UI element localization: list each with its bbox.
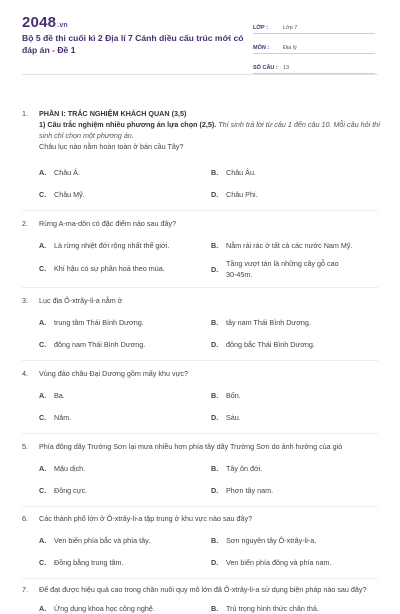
question-text: Các thành phố lớn ở Ô-xtrây-li-a tập trung ở khu vực nào sau đây? (39, 514, 253, 523)
question-body (39, 108, 382, 152)
document-header (0, 0, 400, 72)
exam-meta (253, 16, 375, 76)
question-number: 2. (22, 219, 28, 228)
meta-value: 13 (283, 65, 290, 71)
header-divider (22, 74, 378, 75)
meta-value: Địa lý (283, 45, 297, 51)
question-divider (22, 287, 378, 288)
question-number: 7. (22, 585, 28, 594)
question-divider (22, 578, 378, 579)
question-divider (22, 360, 378, 361)
question-text: Rừng A-ma-dôn có đặc điểm nào sau đây? (39, 219, 177, 228)
question-divider (22, 506, 378, 507)
question-number: 1. (22, 109, 28, 118)
site-logo[interactable]: 2048.vn (22, 14, 68, 31)
meta-row-lop (253, 16, 375, 34)
question-text: Vùng đảo châu Đại Dương gồm mấy khu vực? (39, 369, 188, 378)
meta-label: LỚP : (253, 25, 268, 31)
meta-value: Lớp 7 (283, 25, 298, 31)
meta-row-so-cau (253, 56, 375, 74)
section-heading: PHẦN I: TRẮC NGHIỆM KHÁCH QUAN (3,5) (39, 109, 187, 118)
question-text: Phía đông dãy Trường Sơn lại mưa nhiều hơn phía tây dãy Trường Sơn do ảnh hưởng của gió (39, 442, 343, 451)
question-text: Để đạt được hiệu quả cao trong chăn nuôi quy mô lớn đã Ô-xtrây-li-a sử dụng biện pháp nào sau đây? (39, 585, 367, 594)
question-text: Châu lục nào nằm hoàn toàn ở bán cầu Tây? (39, 142, 184, 151)
question-number: 5. (22, 442, 28, 451)
meta-label: MÔN : (253, 45, 270, 51)
meta-row-mon (253, 36, 375, 54)
section-instructions: 1) Câu trắc nghiệm nhiều phương án lựa chọn (2,5). Thí sinh trả lời từ câu 1 đến câu 10. Mỗi câu hỏi thí sinh chỉ chọn một phương án. (39, 120, 381, 140)
question-1 (22, 108, 382, 156)
question-divider (22, 433, 378, 434)
question-text: Lục địa Ô-xtrây-li-a nằm ở (39, 296, 123, 305)
question-number: 4. (22, 369, 28, 378)
question-number: 6. (22, 514, 28, 523)
meta-label: SỐ CÂU : (253, 65, 278, 71)
question-number: 3. (22, 296, 28, 305)
page-title: Bộ 5 đề thi cuối kì 2 Địa lí 7 Cánh diều cấu trúc mới có đáp án - Đề 1 (22, 33, 244, 55)
question-divider (22, 210, 378, 211)
